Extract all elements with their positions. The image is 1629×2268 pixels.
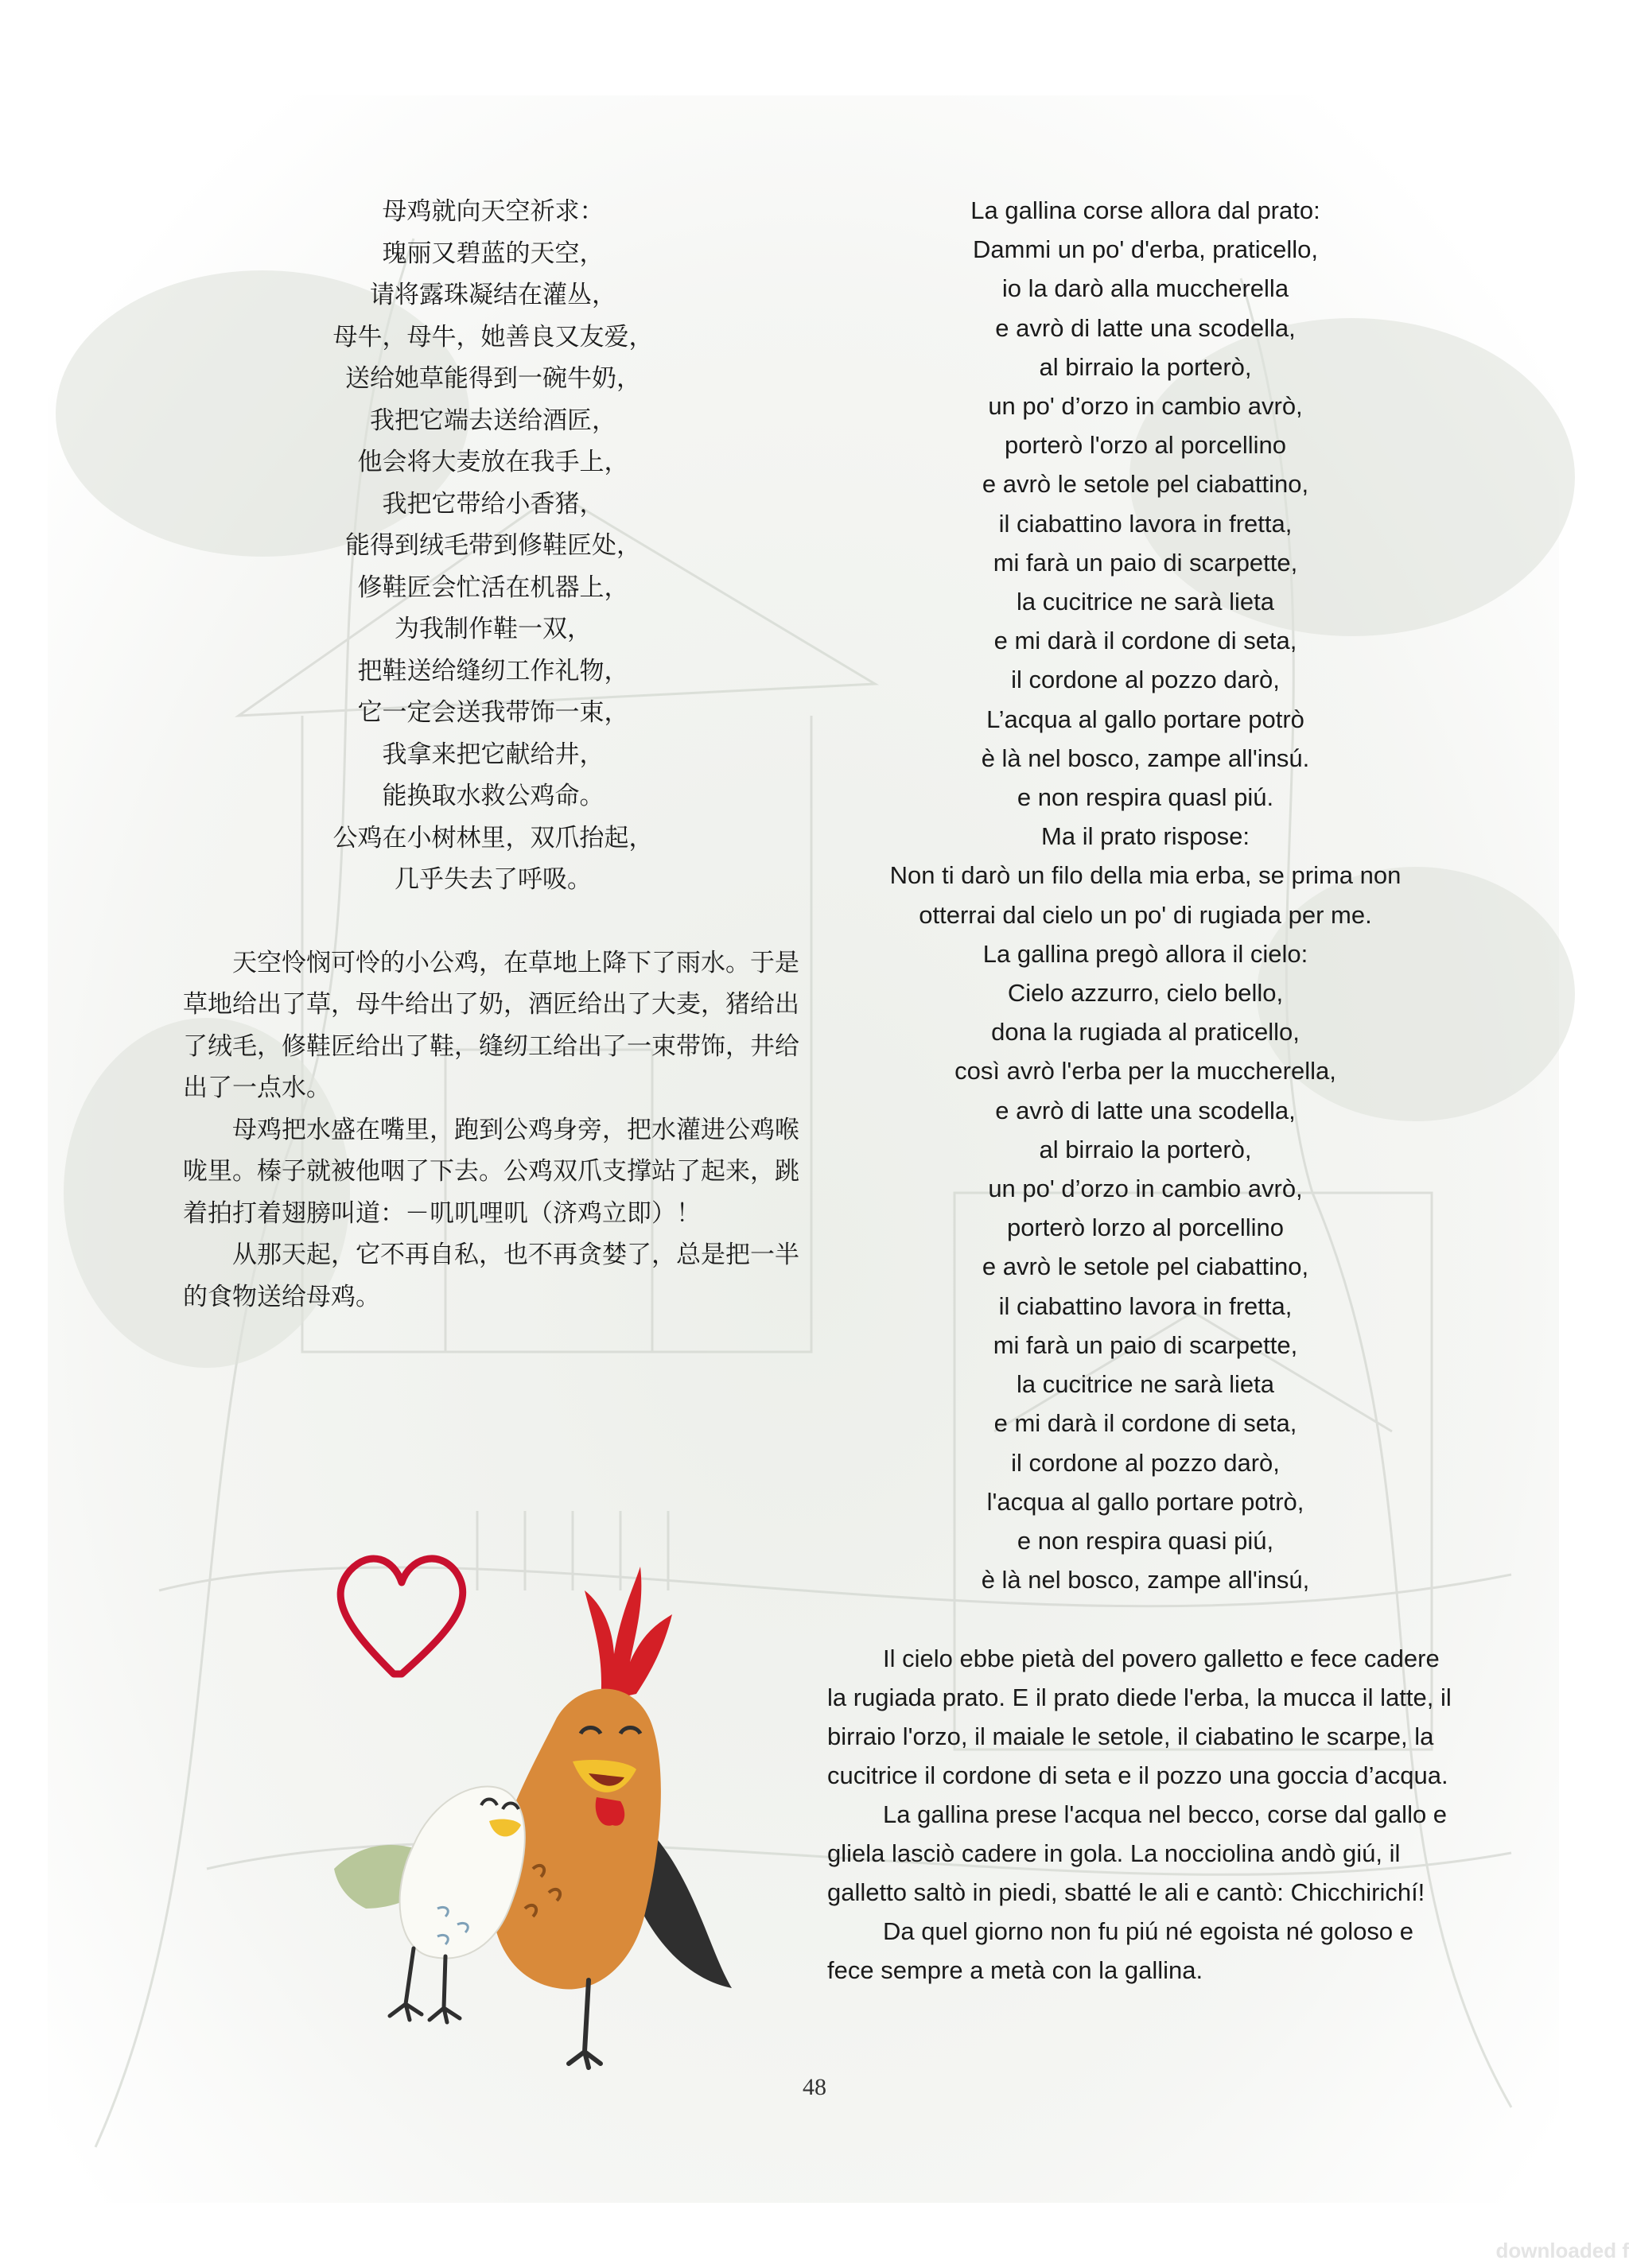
verse-line-it: il cordone al pozzo darò,	[1011, 666, 1280, 694]
verse-line-it: il ciabattino lavora in fretta,	[998, 1291, 1293, 1320]
verse-line-zh: 母牛，母牛，她善良又友爱，	[332, 322, 654, 351]
verse-line-it: Dammi un po' d'erba, praticello,	[973, 235, 1318, 264]
verse-line-it: otterrai dal cielo un po' di rugiada per me.	[919, 900, 1372, 929]
verse-line-zh: 他会将大麦放在我手上，	[357, 448, 629, 476]
rooster	[492, 1567, 732, 2068]
paragraph-it: Da quel giorno non fu piú né egoista né goloso e fece sempre a metà con la gallina.	[827, 1917, 1413, 1985]
verse-line-it: e non respira quasi piú,	[1017, 1526, 1274, 1555]
verse-line-zh: 我拿来把它献给井，	[382, 740, 605, 769]
verse-line-it: è là nel bosco, zampe all'insú,	[981, 1566, 1310, 1594]
verse-line-it: un po' d’orzo in cambio avrò,	[988, 392, 1303, 421]
verse-line-it: dona la rugiada al praticello,	[991, 1018, 1300, 1047]
verse-line-it: mi farà un paio di scarpette,	[993, 1330, 1298, 1359]
hen-and-rooster-illustration	[318, 1535, 780, 2076]
paragraph-zh: 母鸡把水盛在嘴里，跑到公鸡身旁，把水灌进公鸡喉咙里。榛子就被他咽了下去。公鸡双爪支撑站了起来，跳着拍打着翅膀叫道：－叽叽哩叽（济鸡立即）！	[183, 1115, 799, 1228]
verse-line-it: l'acqua al gallo portare potrò,	[986, 1487, 1304, 1516]
chinese-verse	[183, 191, 803, 901]
verse-line-zh: 修鞋匠会忙活在机器上，	[357, 573, 629, 602]
verse-line-zh: 母鸡就向天空祈求：	[382, 197, 605, 226]
paragraph-zh: 从那天起，它不再自私，也不再贪婪了，总是把一半的食物送给母鸡。	[183, 1241, 799, 1311]
verse-line-zh: 能换取水救公鸡命。	[382, 782, 605, 810]
verse-line-it: al birraio la porterò,	[1039, 352, 1252, 381]
chinese-prose	[183, 942, 803, 1318]
verse-line-it: al birraio la porterò,	[1039, 1135, 1252, 1163]
verse-line-it: e avrò le setole pel ciabattino,	[982, 470, 1309, 499]
verse-line-zh: 能得到绒毛带到修鞋匠处，	[345, 531, 641, 560]
verse-line-it: Ma il prato rispose:	[1041, 822, 1250, 851]
verse-line-it: è là nel bosco, zampe all'insú.	[981, 744, 1310, 772]
verse-line-it: il cordone al pozzo darò,	[1011, 1448, 1280, 1477]
paragraph-zh: 天空怜悯可怜的小公鸡，在草地上降下了雨水。于是草地给出了草，母牛给出了奶，酒匠给出了大麦，猪给出了绒毛，修鞋匠给出了鞋，缝纫工给出了一束带饰，井给出了一点水。	[183, 948, 799, 1102]
verse-line-it: la cucitrice ne sarà lieta	[1017, 588, 1274, 616]
verse-line-zh: 公鸡在小树林里，双爪抬起，	[332, 823, 654, 852]
verse-line-zh: 为我制作鞋一双，	[395, 615, 592, 643]
verse-line-it: L’acqua al gallo portare potrò	[986, 705, 1304, 733]
verse-line-it: La gallina corse allora dal prato:	[970, 196, 1320, 224]
verse-line-it: porterò l'orzo al porcellino	[1005, 431, 1286, 460]
verse-line-it: e non respira quasl piú.	[1017, 783, 1274, 812]
verse-line-it: e mi darà il cordone di seta,	[993, 1409, 1297, 1438]
paragraph-it: Il cielo ebbe pietà del povero galletto e fece cadere la rugiada prato. E il prato diede l'erba, la mucca il latte, il birraio l'orzo, il maiale le setole, il ciabatino le scarpe, la cucitrice il cordone di seta e il pozzo una goccia d’acqua.	[827, 1645, 1452, 1790]
verse-line-zh: 我把它端去送给酒匠，	[370, 406, 616, 435]
heart-icon	[340, 1559, 463, 1674]
verse-line-it: La gallina pregò allora il cielo:	[982, 939, 1308, 968]
verse-line-it: Non ti darò un filo della mia erba, se prima non	[889, 861, 1402, 890]
verse-line-it: mi farà un paio di scarpette,	[993, 548, 1298, 577]
verse-line-it: e avrò di latte una scodella,	[995, 1096, 1296, 1124]
verse-line-it: un po' d’orzo in cambio avrò,	[988, 1175, 1303, 1203]
verse-line-zh: 送给她草能得到一碗牛奶，	[345, 364, 641, 393]
watermark: downloaded f	[1495, 2239, 1629, 2262]
verse-line-it: la cucitrice ne sarà lieta	[1017, 1370, 1274, 1399]
verse-line-it: il ciabattino lavora in fretta,	[998, 509, 1293, 538]
verse-line-it: e avrò le setole pel ciabattino,	[982, 1252, 1309, 1281]
verse-line-it: porterò lorzo al porcellino	[1006, 1214, 1285, 1242]
verse-line-it: e mi darà il cordone di seta,	[993, 627, 1297, 655]
verse-line-zh: 它一定会送我带饰一束，	[357, 698, 629, 727]
italian-verse	[827, 191, 1464, 1599]
paragraph-it: La gallina prese l'acqua nel becco, corse dal gallo e gliela lasciò cadere in gola. La nocciolina andò giú, il galletto saltò in piedi, sbatté le ali e cantò: Chicchirichí!	[827, 1800, 1448, 1907]
verse-line-zh: 几乎失去了呼吸。	[395, 865, 592, 894]
verse-line-it: così avrò l'erba per la muccherella,	[954, 1057, 1336, 1085]
verse-line-zh: 瑰丽又碧蓝的天空，	[382, 239, 605, 268]
left-column	[183, 191, 803, 1318]
verse-line-it: e avrò di latte una scodella,	[995, 313, 1296, 342]
verse-line-zh: 请将露珠凝结在灌丛，	[370, 281, 616, 309]
verse-line-zh: 我把它带给小香猪，	[382, 489, 605, 518]
verse-line-it: Cielo azzurro, cielo bello,	[1007, 979, 1284, 1008]
italian-prose	[827, 1639, 1464, 1990]
verse-line-zh: 把鞋送给缝纫工作礼物，	[357, 656, 629, 685]
hen	[334, 1787, 525, 2023]
page-number: 48	[803, 2074, 826, 2100]
verse-line-it: io la darò alla muccherella	[1001, 274, 1289, 303]
right-column	[827, 191, 1464, 1990]
